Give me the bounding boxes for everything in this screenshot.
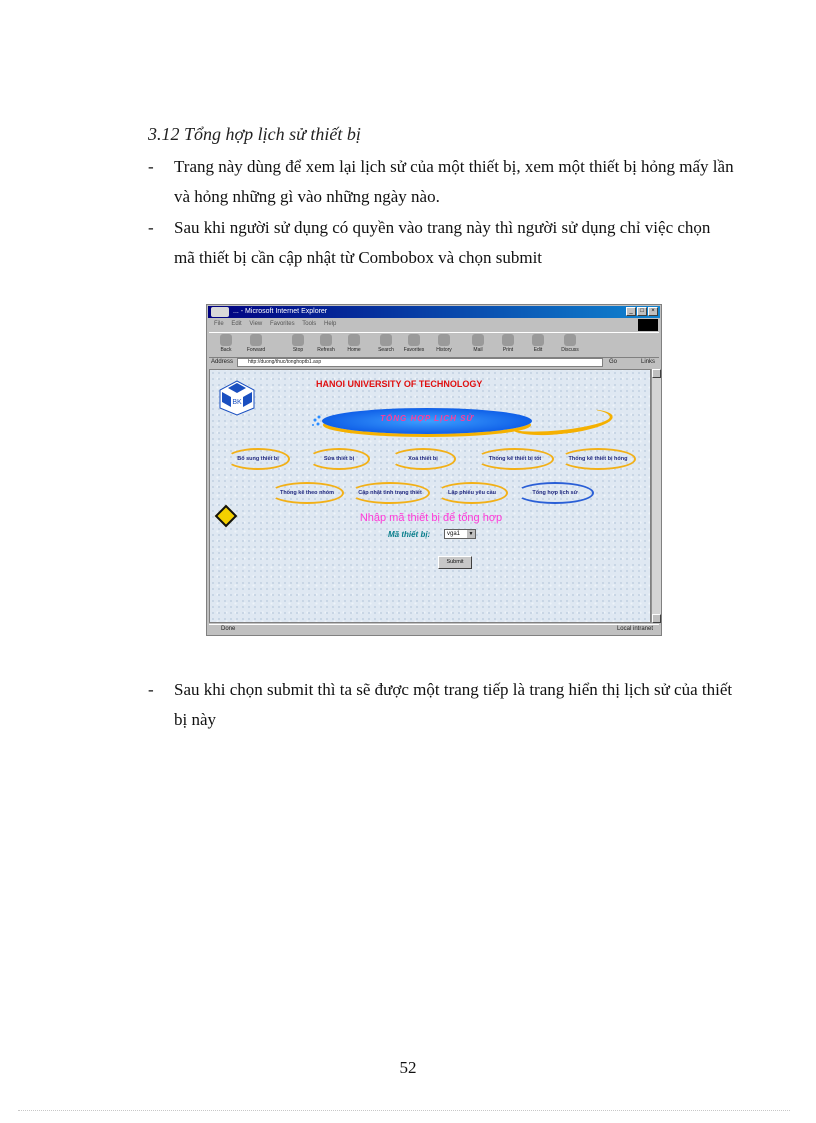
bullet-text: Trang này dùng để xem lại lịch sử của một thiết bị, xem một thiết bị hỏng mấy lần và hỏng những gì vào những ngày nào. [174,157,734,206]
menu-help[interactable]: Help [323,321,337,327]
nav-tong-hop-lich-su[interactable]: Tổng hợp lịch sử [516,482,594,504]
svg-text:BK: BK [232,399,242,406]
banner-title: TỔNG HỢP LỊCH SỬ [380,414,474,423]
window-titlebar [208,306,660,318]
bullet-marker: - [148,680,154,699]
menu-file[interactable]: File [214,321,224,327]
menu-view[interactable]: View [249,321,263,327]
forward-button[interactable]: Forward [243,334,269,353]
menu-tools[interactable]: Tools [302,321,317,327]
stop-button[interactable]: Stop [285,334,311,353]
window-title: ... - Microsoft Internet Explorer [233,308,328,315]
edit-button[interactable]: Edit [525,334,551,353]
windows-logo-icon [638,319,658,331]
stop-icon [292,334,304,346]
menu-bar [208,319,660,330]
bullet-text: Sau khi người sử dụng có quyền vào trang này thì người sử dụng chỉ việc chọn mã thiết bị cần cập nhật từ Combobox và chọn submit [174,218,711,267]
bullet-text: Sau khi chọn submit thì ta sẽ được một trang tiếp là trang hiển thị lịch sử của thiết bị này [174,680,733,729]
nav-cap-nhat-tinh-trang[interactable]: Cập nhật tình trạng thiết [350,482,430,504]
vertical-scrollbar[interactable] [651,369,661,623]
go-button[interactable]: Go [609,359,618,365]
section-heading: 3.12 Tổng hợp lịch sử thiết bị [148,124,361,144]
favorites-icon [408,334,420,346]
discuss-button[interactable]: Discuss [557,334,583,353]
toolbar [209,332,659,358]
page-bottom-rule [18,1110,790,1111]
forward-arrow-icon [250,334,262,346]
favorites-button[interactable]: Favorites [401,334,427,353]
back-button[interactable]: Back [213,334,239,353]
address-bar [209,357,659,368]
history-button[interactable]: History [431,334,457,353]
web-page-content [209,369,651,623]
nav-bo-sung-thiet-bi[interactable]: Bổ sung thiết bị [226,448,290,470]
history-icon [438,334,450,346]
device-code-select[interactable] [444,529,476,539]
device-code-value: vga1 [447,531,461,537]
links-button[interactable]: Links [640,359,655,365]
sparkle-icon [310,414,322,428]
security-zone: Local intranet [616,626,653,632]
prompt-text: Nhập mã thiết bị để tổng hợp [359,512,503,524]
nav-sua-thiet-bi[interactable]: Sửa thiết bị [308,448,370,470]
edit-icon [532,334,544,346]
print-icon [502,334,514,346]
status-text: Done [221,626,236,632]
menu-favorites[interactable]: Favorites [269,321,295,327]
home-button[interactable]: Home [341,334,367,353]
minimize-button[interactable]: _ [626,307,636,316]
mail-button[interactable]: Mail [465,334,491,353]
nav-xoa-thiet-bi[interactable]: Xoá thiết bị [390,448,456,470]
ie-icon [211,307,229,317]
discuss-icon [564,334,576,346]
maximize-button[interactable]: □ [637,307,647,316]
page-number: 52 [399,1058,417,1077]
address-label: Address [211,359,234,365]
refresh-icon [320,334,332,346]
nav-thong-ke-theo-nhom[interactable]: Thống kê theo nhóm [270,482,344,504]
nav-lap-phieu-yeu-cau[interactable]: Lập phiếu yêu cầu [436,482,508,504]
address-input[interactable]: http://duong/thuc/tonghoptb1.asp [237,358,603,367]
menu-edit[interactable]: Edit [231,321,242,327]
submit-button[interactable]: Submit [438,556,472,569]
university-name: HANOI UNIVERSITY OF TECHNOLOGY [316,379,483,389]
bullet-marker: - [148,157,154,176]
close-button[interactable]: × [648,307,658,316]
browser-screenshot [206,304,662,636]
mail-icon [472,334,484,346]
refresh-button[interactable]: Refresh [313,334,339,353]
print-button[interactable]: Print [495,334,521,353]
nav-thong-ke-thiet-bi-tot[interactable]: Thống kê thiết bị tốt [476,448,554,470]
chevron-down-icon: ▼ [468,531,474,537]
back-arrow-icon [220,334,232,346]
bk-logo [218,380,256,416]
status-bar [209,624,659,635]
search-icon [380,334,392,346]
scroll-up-icon[interactable] [652,369,661,378]
nav-thong-ke-thiet-bi-hong[interactable]: Thống kê thiết bị hỏng [560,448,636,470]
device-code-label: Mã thiết bị: [388,530,431,539]
scroll-down-icon[interactable] [652,614,661,623]
bullet-marker: - [148,218,154,237]
search-button[interactable]: Search [373,334,399,353]
home-icon [348,334,360,346]
